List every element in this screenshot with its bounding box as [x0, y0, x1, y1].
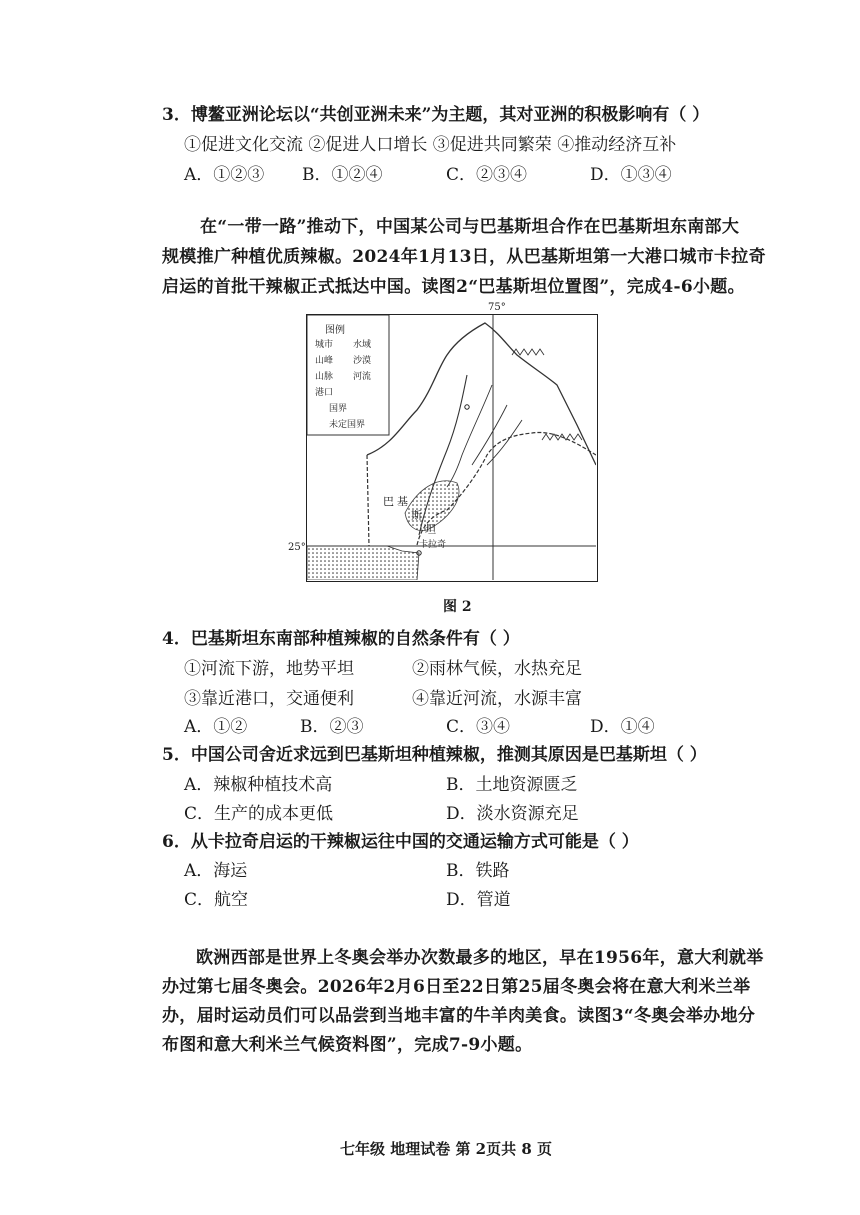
latitude-label: 25° — [288, 542, 306, 553]
pakistan-location-map — [306, 314, 598, 582]
legend-city: 城市 — [315, 340, 334, 350]
map-drawing — [307, 315, 596, 580]
passage2-line-1: 欧洲西部是世界上冬奥会举办次数最多的地区，早在1956年，意大利就举 — [196, 948, 764, 968]
river-tributary-1 — [447, 385, 492, 487]
city-marker-1 — [465, 405, 469, 409]
passage2-line-3: 办，届时运动员们可以品尝到当地丰富的牛羊肉美食。读图3“冬奥会举办地分 — [162, 1006, 756, 1026]
q4-option-b: B．②③ — [300, 717, 364, 737]
q6-option-d: D．管道 — [446, 890, 511, 910]
passage1-line-3: 启运的首批干辣椒正式抵达中国。读图2“巴基斯坦位置图”，完成4-6小题。 — [162, 277, 745, 297]
q6-option-a: A．海运 — [184, 861, 248, 881]
q4-item-3: ③靠近港口，交通便利 — [184, 689, 354, 709]
sea-area — [307, 546, 419, 580]
q3-option-d: D．①③④ — [590, 165, 672, 185]
legend-undetermined-border: 未定国界 — [329, 420, 366, 430]
q3-items: ①促进文化交流 ②促进人口增长 ③促进共同繁荣 ④推动经济互补 — [184, 135, 677, 155]
q4-option-c: C．③④ — [446, 717, 511, 737]
northern-border — [367, 323, 596, 465]
q5-option-b: B．土地资源匮乏 — [446, 775, 578, 795]
legend-peak: 山峰 — [315, 356, 334, 366]
river-tributary-2 — [472, 405, 507, 465]
q4-item-4: ④靠近河流，水源丰富 — [412, 689, 582, 709]
passage2-line-4: 布图和意大利米兰气候资料图”，完成7-9小题。 — [162, 1035, 533, 1055]
place-label-karachi: 卡拉奇 — [419, 540, 447, 550]
q6-stem: 6．从卡拉奇启运的干辣椒运往中国的交通运输方式可能是（ ） — [162, 832, 639, 852]
legend-mountain: 山脉 — [315, 372, 334, 382]
place-label-tan: 坦 — [425, 523, 436, 536]
place-label-ba: 巴 — [383, 495, 394, 508]
q3-option-b: B．①②④ — [302, 165, 383, 185]
q5-stem: 5．中国公司舍近求远到巴基斯坦种植辣椒，推测其原因是巴基斯坦（ ） — [162, 745, 707, 765]
map-caption: 图 2 — [443, 599, 472, 615]
q4-option-a: A．①② — [184, 717, 248, 737]
q5-option-a: A．辣椒种植技术高 — [184, 775, 333, 795]
q3-option-a: A．①②③ — [184, 165, 265, 185]
q5-option-c: C．生产的成本更低 — [184, 804, 334, 824]
legend-border: 国界 — [329, 404, 348, 414]
q6-option-b: B．铁路 — [446, 861, 510, 881]
river-tributary-3 — [487, 420, 522, 465]
place-label-ji: 基 — [397, 495, 408, 508]
legend-title: 图例 — [325, 325, 345, 336]
q5-option-d: D．淡水资源充足 — [446, 804, 579, 824]
q4-stem: 4．巴基斯坦东南部种植辣椒的自然条件有（ ） — [162, 629, 520, 649]
q4-option-d: D．①④ — [590, 717, 655, 737]
legend-port: 港口 — [315, 388, 334, 398]
passage1-line-2: 规模推广种植优质辣椒。2024年1月13日，从巴基斯坦第一大港口城市卡拉奇 — [162, 247, 766, 267]
longitude-label: 75° — [488, 302, 506, 313]
passage2-line-2: 办过第七届冬奥会。2026年2月6日至22日第25届冬奥会将在意大利米兰举 — [162, 977, 751, 997]
legend-river: 河流 — [353, 372, 372, 382]
q4-item-1: ①河流下游，地势平坦 — [184, 659, 354, 679]
q3-stem: 3．博鳌亚洲论坛以“共创亚洲未来”为主题，其对亚洲的积极影响有（ ） — [162, 105, 710, 125]
legend-desert: 沙漠 — [353, 356, 372, 366]
passage1-line-1: 在“一带一路”推动下，中国某公司与巴基斯坦合作在巴基斯坦东南部大 — [200, 217, 740, 237]
place-label-si: 斯 — [411, 509, 422, 522]
q4-item-2: ②雨林气候，水热充足 — [412, 659, 582, 679]
q6-option-c: C．航空 — [184, 890, 249, 910]
legend-water: 水域 — [353, 340, 372, 350]
q3-option-c: C．②③④ — [446, 165, 528, 185]
page-footer: 七年级 地理试卷 第 2页共 8 页 — [340, 1140, 552, 1158]
